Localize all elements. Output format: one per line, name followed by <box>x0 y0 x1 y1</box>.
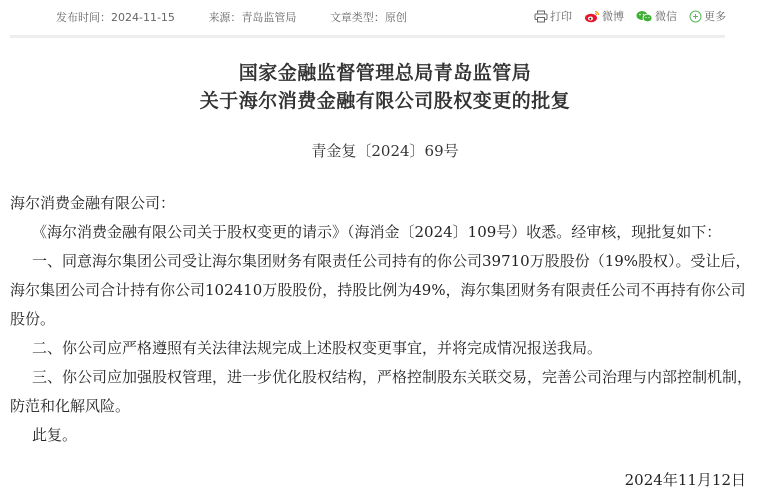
paragraph-intro: 《海尔消费金融有限公司关于股权变更的请示》（海消金〔2024〕109号）收悉。经审核，现批复如下： <box>32 223 722 241</box>
article-meta-bar <box>0 0 770 36</box>
wechat-icon <box>636 10 653 23</box>
paragraph-item-1: 一、同意海尔集团公司受让海尔集团财务有限责任公司持有的你公司39710万股股份（19%股权）。受让后，海尔集团公司合计持有你公司102410万股股份，持股比例为49%，海尔集团财务有限责任公司不再持有你公司股份。 <box>10 252 751 328</box>
share-weibo-button[interactable] <box>584 8 624 24</box>
plus-circle-icon <box>689 10 702 23</box>
document-body <box>10 189 760 450</box>
share-more-button[interactable] <box>689 8 726 24</box>
paragraph-closing: 此复。 <box>32 426 78 444</box>
article-type <box>330 11 407 24</box>
article-type-value: 原创 <box>384 11 407 24</box>
share-wechat-button[interactable] <box>636 8 677 24</box>
weibo-label: 微博 <box>602 10 624 23</box>
meta-divider-right <box>515 35 725 38</box>
document-number: 青金复〔2024〕69号 <box>311 142 459 160</box>
source-label: 来源： <box>208 11 242 24</box>
meta-divider <box>10 35 515 38</box>
document-date: 2024年11月12日 <box>624 471 746 489</box>
article-meta <box>56 9 437 25</box>
publish-time-label: 发布时间： <box>56 11 111 24</box>
paragraph-item-2: 二、你公司应严格遵照有关法律法规完成上述股权变更事宜，并将完成情况报送我局。 <box>32 339 603 357</box>
printer-icon <box>534 10 548 23</box>
weibo-icon <box>584 10 600 23</box>
wechat-label: 微信 <box>655 10 677 23</box>
more-label: 更多 <box>704 10 726 23</box>
document-title-line1: 国家金融监督管理总局青岛监管局 <box>238 62 532 84</box>
salutation: 海尔消费金融有限公司： <box>10 194 176 212</box>
publish-time <box>56 11 175 24</box>
paragraph-item-3: 三、你公司应加强股权管理，进一步优化股权结构，严格控制股东关联交易，完善公司治理与内部控制机制，防范和化解风险。 <box>10 368 753 415</box>
source-value: 青岛监管局 <box>241 11 297 24</box>
print-button[interactable] <box>534 8 572 24</box>
document-title-line2: 关于海尔消费金融有限公司股权变更的批复 <box>199 90 571 112</box>
share-toolbar <box>534 8 726 24</box>
article-type-label: 文章类型： <box>329 11 385 24</box>
print-label: 打印 <box>550 10 572 23</box>
source <box>208 11 296 24</box>
publish-time-value: 2024-11-15 <box>111 11 175 24</box>
